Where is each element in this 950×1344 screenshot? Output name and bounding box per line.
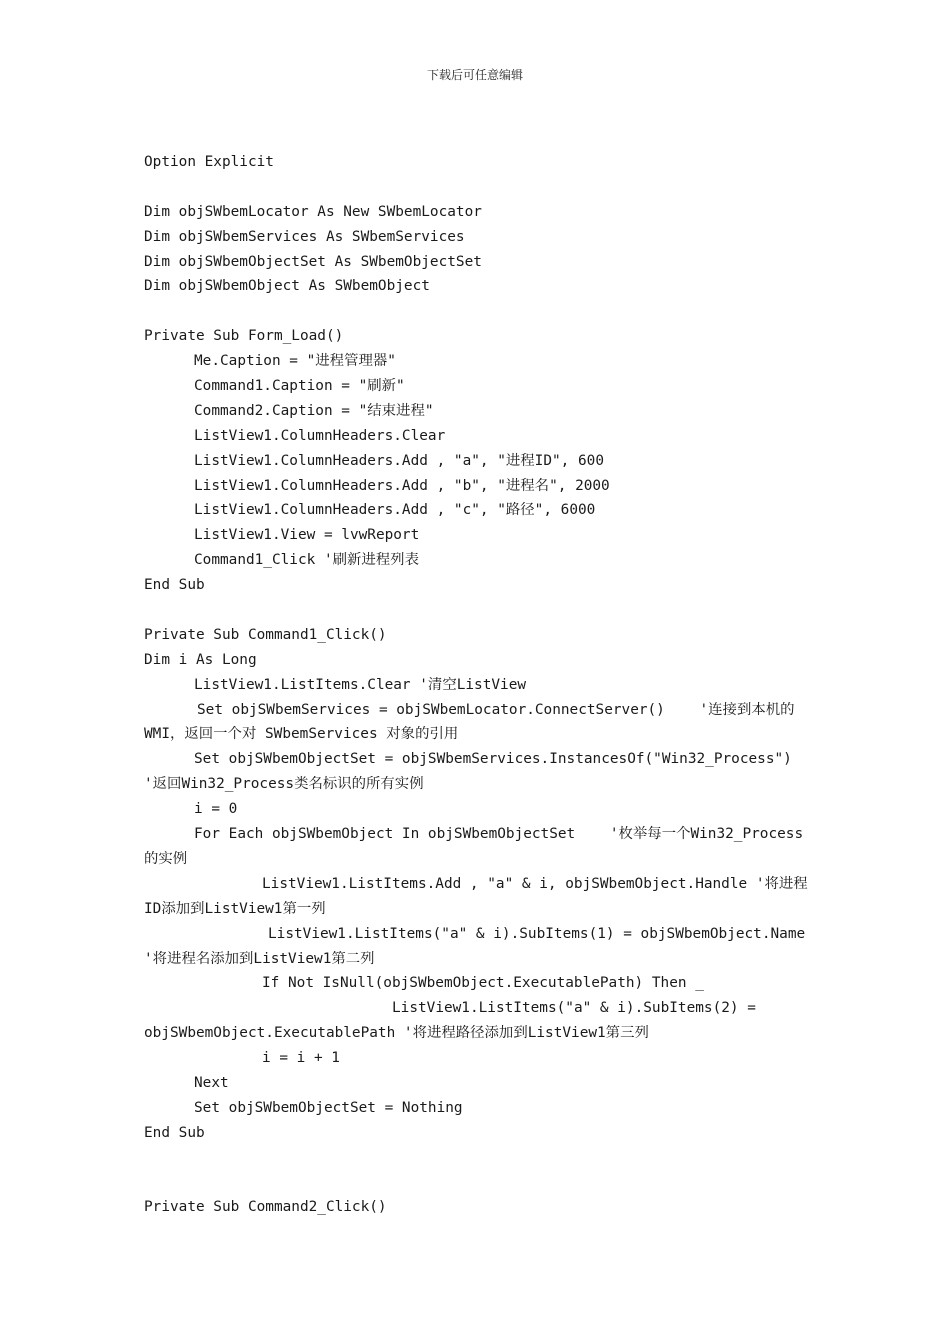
page-header-note: 下载后可任意编辑 <box>426 68 523 82</box>
code-line: Dim objSWbemServices As SWbemServices <box>144 228 465 245</box>
code-line: 的实例 <box>144 850 188 867</box>
code-line: WMI，返回一个对 SWbemServices 对象的引用 <box>144 726 459 743</box>
code-line: ID添加到ListView1第一列 <box>144 900 326 917</box>
code-line: ListView1.ListItems("a" & i).SubItems(2) = <box>392 1000 756 1017</box>
blank-line <box>144 299 808 324</box>
code-line: ListView1.ListItems.Add , "a" & i, objSWbemObject.Handle '将进程 <box>262 875 808 892</box>
code-line: ListView1.ColumnHeaders.Add , "a", "进程ID", 600 <box>194 452 604 469</box>
code-line: ListView1.ListItems.Clear '清空ListView <box>194 676 527 693</box>
code-line: Private Sub Form_Load() <box>144 328 344 345</box>
code-line: Set objSWbemServices = objSWbemLocator.ConnectServer() '连接到本机的 <box>197 701 795 718</box>
code-line: End Sub <box>144 577 205 594</box>
code-line: Command1_Click '刷新进程列表 <box>194 552 419 569</box>
code-line: objSWbemObject.ExecutablePath '将进程路径添加到ListView1第三列 <box>144 1025 649 1042</box>
code-line: ListView1.ColumnHeaders.Add , "c", "路径", 6000 <box>194 502 596 519</box>
code-line: ListView1.ListItems("a" & i).SubItems(1) = objSWbemObject.Name <box>268 925 806 942</box>
code-line: Dim objSWbemObject As SWbemObject <box>144 278 430 295</box>
code-line: Command1.Caption = "刷新" <box>194 378 405 395</box>
code-line: Option Explicit <box>144 154 274 170</box>
code-listing <box>144 150 808 1220</box>
code-line: i = i + 1 <box>262 1050 340 1067</box>
code-line: i = 0 <box>194 801 238 818</box>
code-line: Dim objSWbemObjectSet As SWbemObjectSet <box>144 253 482 270</box>
blank-line <box>144 1146 808 1171</box>
code-line: '返回Win32_Process类名标识的所有实例 <box>144 776 424 793</box>
code-line: ListView1.ColumnHeaders.Add , "b", "进程名", 2000 <box>194 477 610 494</box>
blank-line <box>144 598 808 623</box>
code-line: ListView1.View = lvwReport <box>194 527 420 544</box>
blank-line <box>144 1171 808 1196</box>
code-line: Next <box>194 1074 229 1091</box>
blank-line <box>144 175 808 200</box>
code-line: Set objSWbemObjectSet = objSWbemServices.InstancesOf("Win32_Process") <box>194 751 792 768</box>
code-line: '将进程名添加到ListView1第二列 <box>144 950 375 967</box>
code-line: Dim i As Long <box>144 651 257 668</box>
code-line: For Each objSWbemObject In objSWbemObjectSet '枚举每一个Win32_Process <box>194 826 804 843</box>
code-line: Me.Caption = "进程管理器" <box>194 353 396 370</box>
code-line: ListView1.ColumnHeaders.Clear <box>194 427 446 444</box>
code-line: Dim objSWbemLocator As New SWbemLocator <box>144 203 482 220</box>
code-line: Set objSWbemObjectSet = Nothing <box>194 1099 463 1116</box>
code-line: Private Sub Command2_Click() <box>144 1199 387 1216</box>
code-line: Private Sub Command1_Click() <box>144 626 387 643</box>
code-line: Command2.Caption = "结束进程" <box>194 402 434 419</box>
code-line: End Sub <box>144 1124 205 1141</box>
code-line: If Not IsNull(objSWbemObject.ExecutablePath) Then _ <box>262 975 704 992</box>
